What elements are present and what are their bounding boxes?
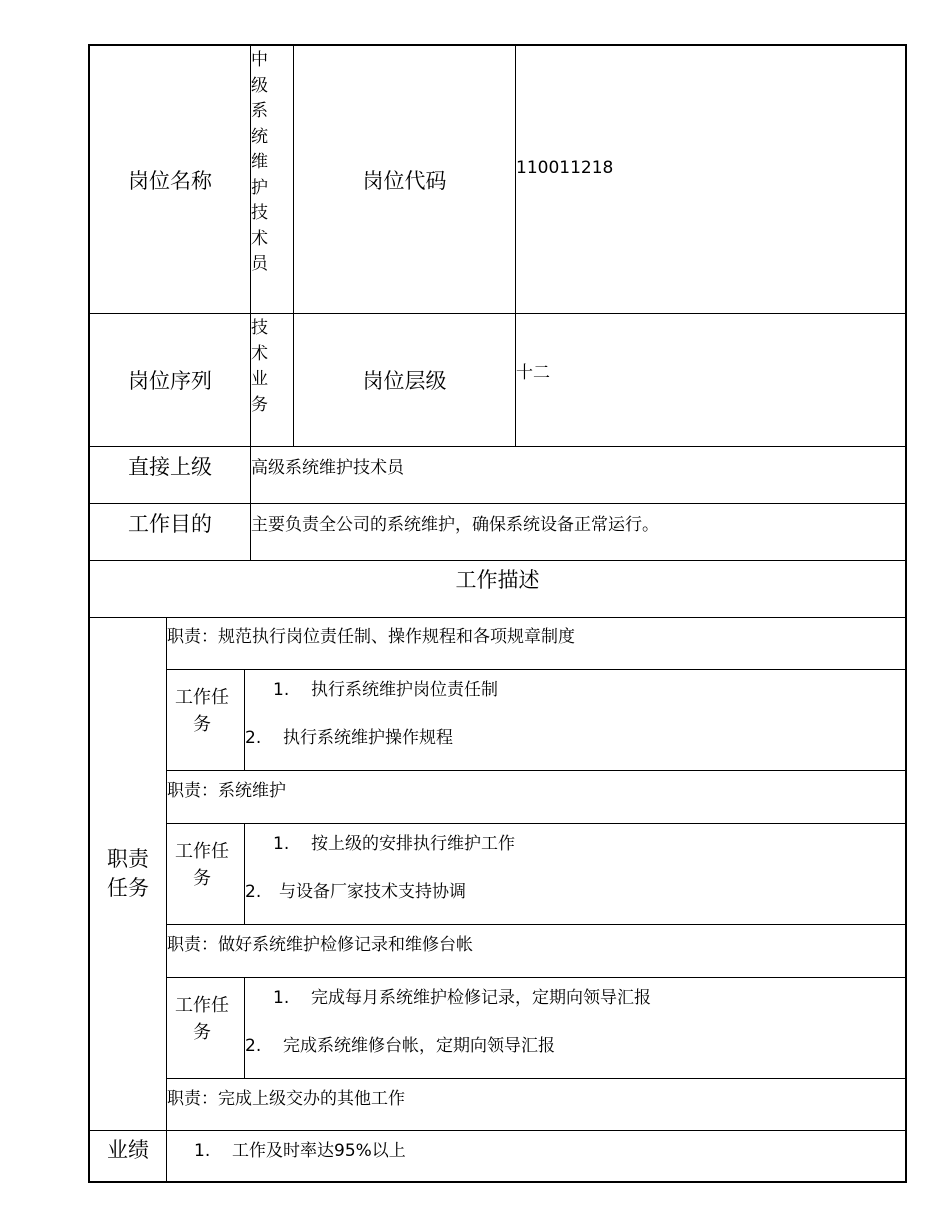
task-item bbox=[245, 1031, 555, 1056]
task-text: 与设备厂家技术支持协调 bbox=[279, 882, 466, 902]
task-item bbox=[245, 877, 466, 902]
row-divider bbox=[166, 924, 907, 925]
task-label: 工作任务 bbox=[175, 995, 229, 1043]
row-divider bbox=[88, 1130, 907, 1131]
duties-tasks-label bbox=[90, 618, 166, 1130]
task-item bbox=[245, 723, 453, 748]
task-text: 按上级的安排执行维护工作 bbox=[311, 834, 515, 854]
row-divider bbox=[166, 1078, 907, 1079]
task-number: 1. bbox=[273, 680, 290, 700]
position-name-label: 岗位名称 bbox=[128, 168, 212, 193]
col-divider bbox=[244, 977, 245, 1078]
purpose-label: 工作目的 bbox=[128, 512, 212, 536]
row-divider bbox=[166, 669, 907, 670]
col-divider bbox=[244, 669, 245, 770]
performance-item bbox=[194, 1136, 406, 1161]
section-title: 工作描述 bbox=[455, 568, 540, 592]
table-border-bottom bbox=[88, 1181, 907, 1183]
task-number: 2. bbox=[245, 1036, 262, 1056]
duty-title: 职责：完成上级交办的其他工作 bbox=[167, 1089, 405, 1109]
task-item bbox=[273, 829, 515, 854]
supervisor-value: 高级系统维护技术员 bbox=[251, 458, 404, 478]
task-number: 2. bbox=[245, 728, 262, 748]
position-code-value: 110011218 bbox=[516, 158, 614, 178]
task-number: 2. bbox=[245, 882, 262, 902]
task-number: 1. bbox=[273, 834, 290, 854]
duty-title: 职责：做好系统维护检修记录和维修台帐 bbox=[167, 935, 473, 955]
task-number: 1. bbox=[273, 988, 290, 1008]
position-code-label: 岗位代码 bbox=[362, 168, 447, 193]
task-item bbox=[273, 675, 498, 700]
task-text: 执行系统维护岗位责任制 bbox=[311, 680, 498, 700]
purpose-value: 主要负责全公司的系统维护，确保系统设备正常运行。 bbox=[251, 515, 659, 535]
duty-title: 职责：规范执行岗位责任制、操作规程和各项规章制度 bbox=[167, 627, 575, 647]
task-label: 工作任务 bbox=[175, 687, 229, 735]
task-text: 完成每月系统维护检修记录，定期向领导汇报 bbox=[311, 988, 651, 1008]
duties-label-line-2: 任务 bbox=[107, 876, 149, 900]
performance-text: 工作及时率达95%以上 bbox=[232, 1141, 406, 1161]
task-text: 完成系统维修台帐，定期向领导汇报 bbox=[283, 1036, 555, 1056]
row-divider bbox=[88, 617, 907, 618]
job-description-table bbox=[88, 44, 907, 1183]
duty-title: 职责：系统维护 bbox=[167, 781, 286, 801]
col-divider bbox=[515, 44, 516, 446]
performance-label: 业绩 bbox=[107, 1138, 149, 1162]
supervisor-label: 直接上级 bbox=[128, 455, 212, 479]
position-series-label: 岗位序列 bbox=[128, 369, 212, 393]
task-label: 工作任务 bbox=[175, 841, 229, 889]
row-divider bbox=[166, 770, 907, 771]
performance-number: 1. bbox=[194, 1141, 211, 1161]
task-text: 执行系统维护操作规程 bbox=[283, 728, 453, 748]
row-divider bbox=[166, 977, 907, 978]
duties-label-line-1: 职责 bbox=[107, 847, 149, 871]
task-item bbox=[273, 983, 651, 1008]
row-divider bbox=[166, 823, 907, 824]
position-level-value: 十二 bbox=[516, 363, 550, 383]
position-series-value: 技术业务 bbox=[251, 318, 268, 415]
table-border-right bbox=[905, 44, 907, 1183]
position-level-label: 岗位层级 bbox=[362, 369, 447, 393]
col-divider bbox=[244, 823, 245, 924]
position-name-value: 中级系统维护技术员 bbox=[251, 50, 268, 274]
